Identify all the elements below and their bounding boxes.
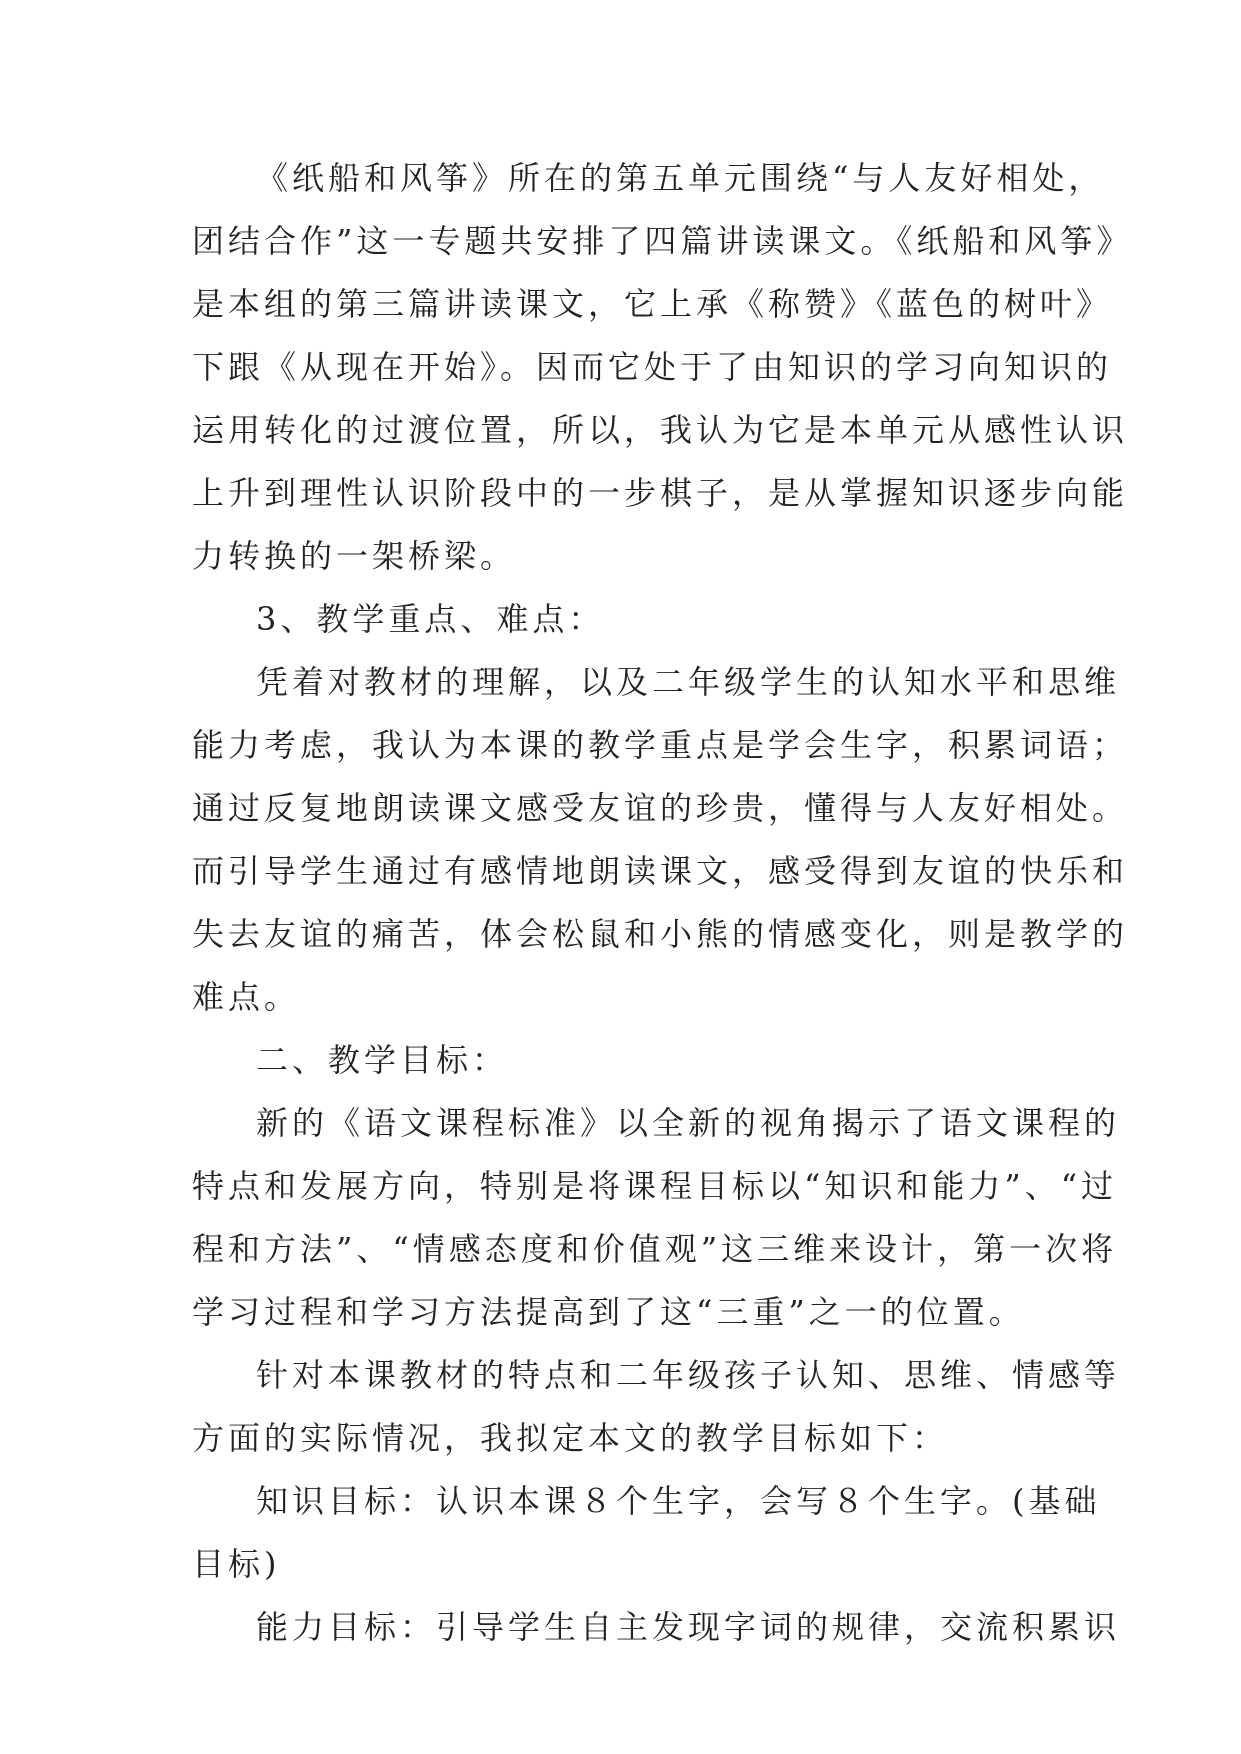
paragraph-line: 团结合作”这一专题共安排了四篇讲读课文。《纸船和风筝》 — [192, 222, 1133, 260]
paragraph-line: 失去友谊的痛苦，体会松鼠和小熊的情感变化，则是教学的 — [192, 915, 1129, 953]
paragraph-line: 运用转化的过渡位置，所以，我认为它是本单元从感性认识 — [192, 411, 1129, 449]
paragraph-line: 方面的实际情况，我拟定本文的教学目标如下： — [192, 1419, 949, 1457]
paragraph-line: 下跟《从现在开始》。因而它处于了由知识的学习向知识的 — [192, 348, 1113, 386]
section-heading: 3、教学重点、难点： — [256, 600, 605, 638]
paragraph-line: 而引导学生通过有感情地朗读课文，感受得到友谊的快乐和 — [192, 852, 1129, 890]
paragraph-line: 能力考虑，我认为本课的教学重点是学会生字，积累词语； — [192, 726, 1129, 764]
paragraph-line: 特点和发展方向，特别是将课程目标以“知识和能力”、“过 — [192, 1167, 1118, 1205]
paragraph-line: 难点。 — [192, 978, 301, 1016]
paragraph-line: 《纸船和风筝》所在的第五单元围绕“与人友好相处， — [256, 159, 1105, 197]
paragraph-line: 凭着对教材的理解，以及二年级学生的认知水平和思维 — [256, 663, 1121, 701]
paragraph-line: 目标) — [192, 1545, 281, 1583]
paragraph-line: 针对本课教材的特点和二年级孩子认知、思维、情感等 — [256, 1356, 1121, 1394]
paragraph-line: 力转换的一架桥梁。 — [192, 537, 517, 575]
paragraph-line: 上升到理性认识阶段中的一步棋子，是从掌握知识逐步向能 — [192, 474, 1129, 512]
section-heading: 二、教学目标： — [256, 1041, 509, 1079]
paragraph-line: 是本组的第三篇讲读课文，它上承《称赞》《蓝色的树叶》 — [192, 285, 1113, 323]
paragraph-line: 能力目标：引导学生自主发现字词的规律，交流积累识 — [256, 1608, 1121, 1646]
paragraph-line: 程和方法”、“情感态度和价值观”这三维来设计，第一次将 — [192, 1230, 1118, 1268]
paragraph-line: 通过反复地朗读课文感受友谊的珍贵，懂得与人友好相处。 — [192, 789, 1129, 827]
paragraph-line: 学习过程和学习方法提高到了这“三重”之一的位置。 — [192, 1293, 1025, 1331]
paragraph-line: 知识目标：认识本课８个生字，会写８个生字。(基础 — [256, 1482, 1101, 1520]
paragraph-line: 新的《语文课程标准》以全新的视角揭示了语文课程的 — [256, 1104, 1121, 1142]
